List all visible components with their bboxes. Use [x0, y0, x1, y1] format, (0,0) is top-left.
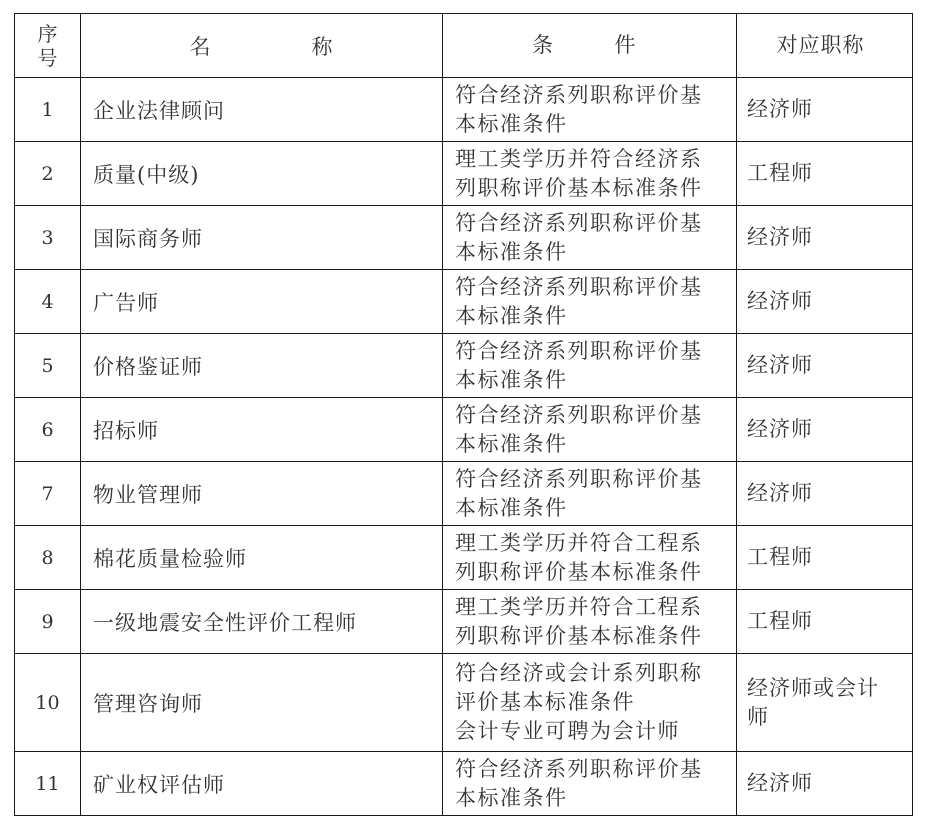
row-condition-line: 列职称评价基本标准条件 [455, 175, 703, 200]
row-index: 2 [15, 142, 81, 206]
table-row [15, 752, 913, 816]
row-name: 质量(中级) [81, 142, 443, 206]
row-title-line: 工程师 [747, 545, 813, 569]
row-name: 广告师 [81, 270, 443, 334]
row-title-line: 经济师 [747, 481, 813, 505]
row-condition-line: 本标准条件 [455, 495, 568, 520]
header-name-char-2: 称 [311, 34, 334, 59]
row-name: 一级地震安全性评价工程师 [81, 590, 443, 654]
row-title [737, 654, 913, 752]
header-name [81, 14, 443, 78]
header-index [15, 14, 81, 78]
table-row [15, 590, 913, 654]
row-index: 1 [15, 78, 81, 142]
header-name-char-1: 名 [189, 34, 212, 59]
row-condition [443, 526, 737, 590]
row-title [737, 142, 913, 206]
row-title [737, 590, 913, 654]
row-condition [443, 752, 737, 816]
row-condition-line: 理工类学历并符合工程系 [455, 594, 703, 619]
header-title: 对应职称 [737, 14, 913, 78]
row-title-line: 经济师或会计 [747, 675, 879, 700]
row-index: 11 [15, 752, 81, 816]
row-title-line: 经济师 [747, 771, 813, 795]
header-condition-char-2: 件 [614, 33, 637, 57]
row-condition [443, 78, 737, 142]
row-title-line: 工程师 [747, 161, 813, 185]
table-row [15, 462, 913, 526]
row-condition-line: 本标准条件 [455, 303, 568, 328]
row-index: 3 [15, 206, 81, 270]
row-index: 4 [15, 270, 81, 334]
table-row [15, 270, 913, 334]
row-condition-line: 本标准条件 [455, 239, 568, 264]
row-title [737, 78, 913, 142]
row-title-line: 经济师 [747, 417, 813, 441]
row-title [737, 752, 913, 816]
row-condition-line: 本标准条件 [455, 431, 568, 456]
row-condition-line: 符合经济系列职称评价基 [455, 756, 703, 781]
row-name: 管理咨询师 [81, 654, 443, 752]
row-condition [443, 654, 737, 752]
row-name: 招标师 [81, 398, 443, 462]
row-title [737, 334, 913, 398]
row-condition [443, 398, 737, 462]
table-row [15, 398, 913, 462]
row-title-line: 经济师 [747, 289, 813, 313]
row-condition [443, 462, 737, 526]
row-index: 10 [15, 654, 81, 752]
row-title [737, 270, 913, 334]
row-condition-line: 本标准条件 [455, 111, 568, 136]
table-row [15, 526, 913, 590]
row-index: 8 [15, 526, 81, 590]
row-condition-line: 符合经济系列职称评价基 [455, 466, 703, 491]
row-condition-line: 符合经济系列职称评价基 [455, 338, 703, 363]
table-row [15, 654, 913, 752]
row-title-line: 师 [747, 704, 769, 729]
row-condition [443, 142, 737, 206]
row-name: 棉花质量检验师 [81, 526, 443, 590]
header-condition [443, 14, 737, 78]
table-header-row [15, 14, 913, 78]
table-row [15, 142, 913, 206]
row-condition-line: 会计专业可聘为会计师 [455, 719, 680, 743]
row-name: 企业法律顾问 [81, 78, 443, 142]
table-row [15, 206, 913, 270]
row-index: 9 [15, 590, 81, 654]
row-condition-line: 本标准条件 [455, 367, 568, 392]
row-title [737, 206, 913, 270]
row-condition [443, 270, 737, 334]
row-title-line: 工程师 [747, 609, 813, 633]
row-condition-line: 符合经济或会计系列职称 [455, 661, 703, 685]
row-name: 国际商务师 [81, 206, 443, 270]
row-condition [443, 590, 737, 654]
row-condition-line: 本标准条件 [455, 785, 568, 810]
row-condition-line: 符合经济系列职称评价基 [455, 274, 703, 299]
row-condition [443, 334, 737, 398]
row-name: 矿业权评估师 [81, 752, 443, 816]
row-condition [443, 206, 737, 270]
row-title-line: 经济师 [747, 353, 813, 377]
header-condition-char-1: 条 [532, 33, 555, 57]
row-name: 价格鉴证师 [81, 334, 443, 398]
row-title-line: 经济师 [747, 97, 813, 121]
row-condition-line: 评价基本标准条件 [455, 690, 635, 714]
row-title-line: 经济师 [747, 225, 813, 249]
row-index: 5 [15, 334, 81, 398]
header-index-text: 序号 [37, 21, 58, 70]
row-index: 7 [15, 462, 81, 526]
row-title [737, 462, 913, 526]
row-condition-line: 理工类学历并符合工程系 [455, 530, 703, 555]
table-row [15, 78, 913, 142]
table-row [15, 334, 913, 398]
row-name: 物业管理师 [81, 462, 443, 526]
row-condition-line: 符合经济系列职称评价基 [455, 210, 703, 235]
row-index: 6 [15, 398, 81, 462]
row-condition-line: 列职称评价基本标准条件 [455, 559, 703, 584]
row-condition-line: 符合经济系列职称评价基 [455, 402, 703, 427]
qualification-table [14, 13, 913, 816]
row-title [737, 398, 913, 462]
row-condition-line: 列职称评价基本标准条件 [455, 623, 703, 648]
row-title [737, 526, 913, 590]
row-condition-line: 理工类学历并符合经济系 [455, 146, 703, 171]
row-condition-line: 符合经济系列职称评价基 [455, 82, 703, 107]
